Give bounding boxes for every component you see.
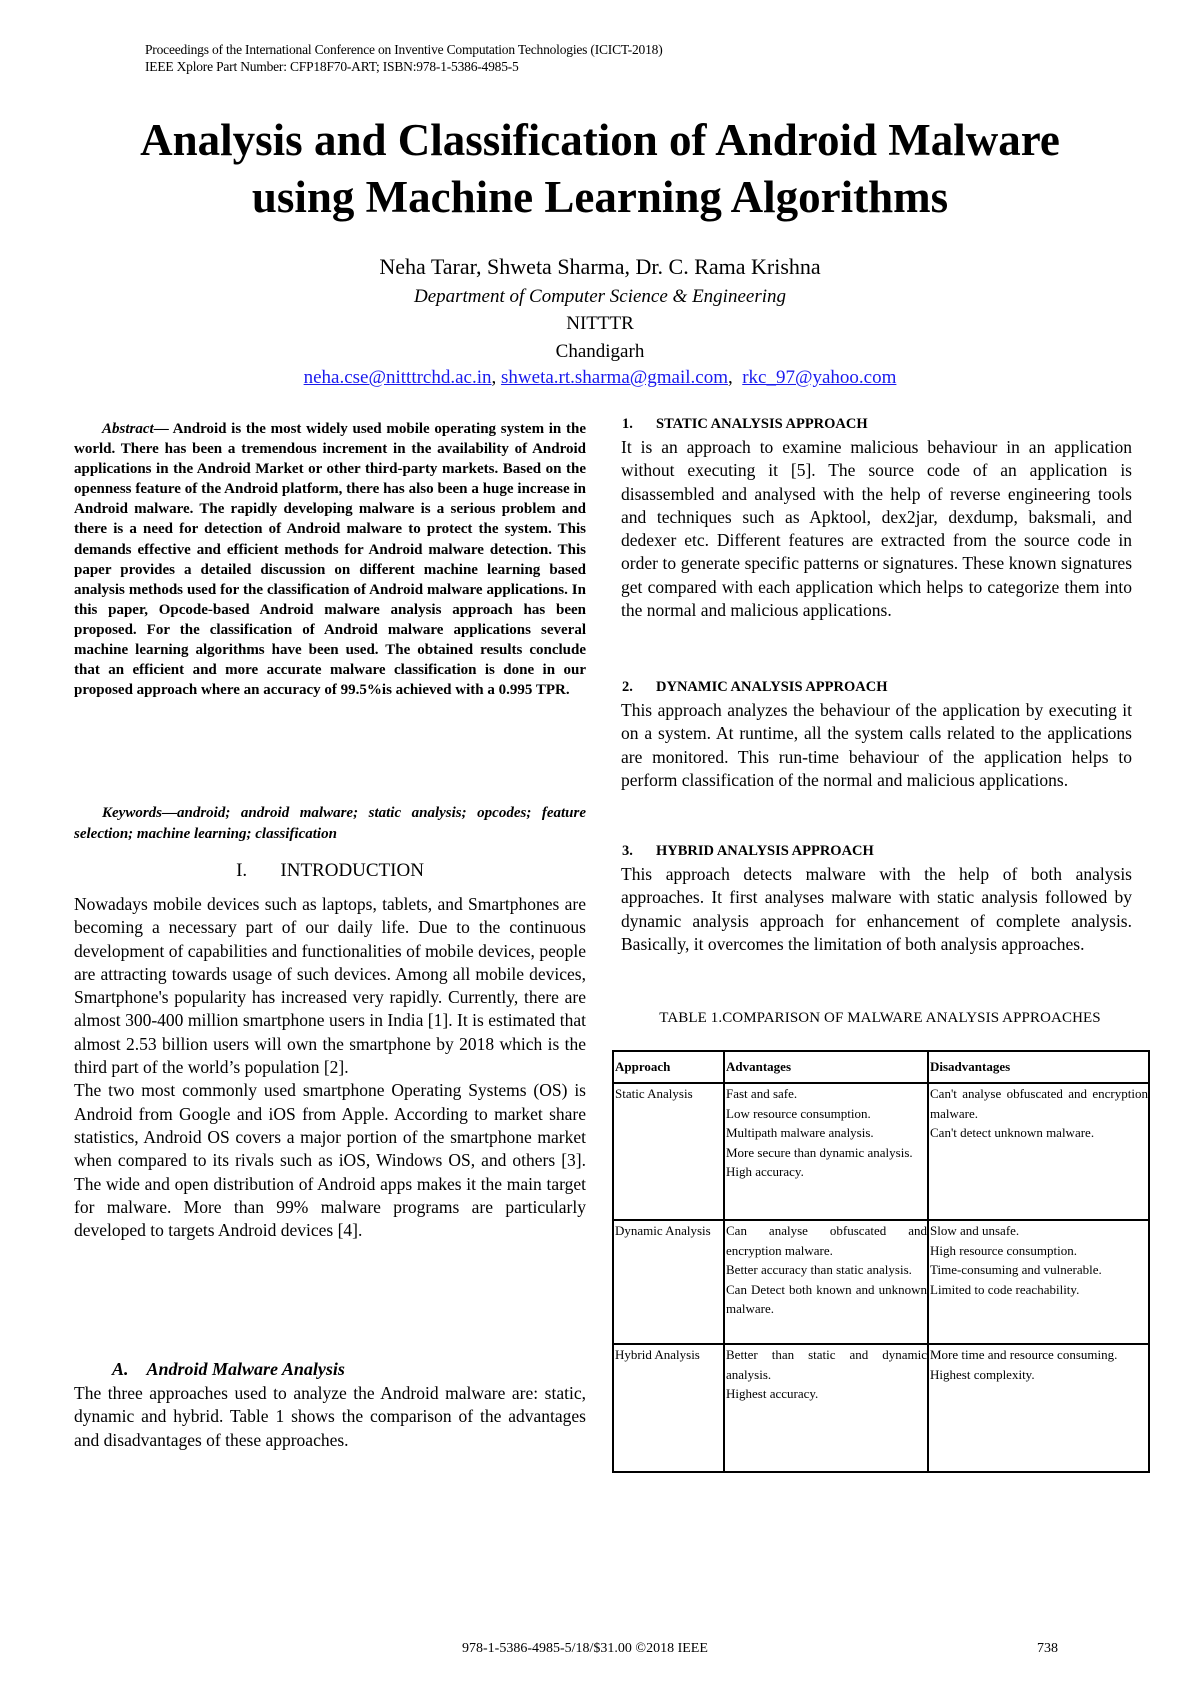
- cell-line: Can't detect unknown malware.: [930, 1125, 1095, 1140]
- cell-line: Highest accuracy.: [726, 1386, 819, 1401]
- subsection-a-text: The three approaches used to analyze the Android malware are: static, dynamic and hybrid. Table 1 shows the comparison of the advantages and disadvantages of these approaches.: [74, 1383, 586, 1450]
- email-link-1[interactable]: neha.cse@nitttrchd.ac.in: [303, 367, 492, 388]
- cell-line: Better accuracy than static analysis.: [726, 1262, 912, 1277]
- header-advantages: Advantages: [724, 1051, 928, 1083]
- author-list: Neha Tarar, Shweta Sharma, Dr. C. Rama Krishna: [379, 254, 821, 279]
- section-heading-introduction: [74, 859, 586, 883]
- comparison-table: [612, 1050, 1150, 1473]
- cell-line: Low resource consumption.: [726, 1105, 871, 1121]
- page-number: 738: [1037, 1641, 1058, 1656]
- approach-cell: Static Analysis: [613, 1083, 724, 1220]
- approach-number: 3.: [622, 843, 633, 859]
- abstract-lead: Abstract: [102, 421, 154, 437]
- cell-line: Fast and safe.: [726, 1086, 798, 1101]
- email-link-3[interactable]: rkc_97@yahoo.com: [742, 367, 897, 388]
- cell-line: Limited to code reachability.: [930, 1281, 1080, 1297]
- table-row: [613, 1220, 1149, 1344]
- email-link-2[interactable]: shweta.rt.sharma@gmail.com: [501, 367, 728, 388]
- isbn-line: IEEE Xplore Part Number: CFP18F70-ART; ISBN:978-1-5386-4985-5: [145, 59, 519, 74]
- email-list: neha.cse@nitttrchd.ac.in, shweta.rt.sharma@gmail.com, rkc_97@yahoo.com: [303, 367, 897, 388]
- table-row: [613, 1083, 1149, 1220]
- approach-number: 1.: [622, 416, 633, 432]
- table-caption: TABLE 1.COMPARISON OF MALWARE ANALYSIS APPROACHES: [659, 1010, 1101, 1026]
- abstract: [74, 419, 586, 700]
- approach-heading-static: [622, 414, 868, 434]
- cell-line: Can Detect both known and unknown malware.: [726, 1281, 927, 1316]
- advantages-cell: [724, 1083, 928, 1220]
- abstract-body: Android is the most widely used mobile operating system in the world. There has been a tremendous increment in the availability of Android applications in the Android Market or other third-party markets. Based on the openness feature of the Android platform, there has also been a huge increase in Android malware. The rapidly developing malware is a serious problem and there is a need for detection of Android malware to protect the system. This demands effective and efficient methods for Android malware detection. This paper provides a detailed discussion on different machine learning based analysis methods used for the classification of Android malware applications. In this paper, Opcode-based Android malware analysis approach has been proposed. For the classification of Android malware applications several machine learning algorithms have been used. The obtained results conclude that an efficient and more accurate malware classification is done in our proposed approach where an accuracy of 99.5%is achieved with a 0.995 TPR.: [74, 421, 586, 699]
- introduction-text: [74, 893, 586, 1242]
- table-row: [613, 1344, 1149, 1472]
- title-line-2: using Machine Learning Algorithms: [251, 172, 949, 222]
- cell-line: Better than static and dynamic analysis.: [726, 1347, 927, 1382]
- city: Chandigarh: [555, 341, 645, 362]
- cell-line: Can analyse obfuscated and encryption malware.: [726, 1223, 927, 1258]
- approach-text-static: It is an approach to examine malicious behaviour in an application without executing it [5]. The source code of an application is disassembled and analysed with the help of reverse engineering tools and techniques such as Apktool, dex2jar, dexdump, baksmali, and dedexer etc. Different features are extracted from the source code in order to generate specific patterns or signatures. These known signatures get compared with each application which helps to categorize them into the normal and malicious applications.: [621, 437, 1132, 621]
- approach-heading-dynamic: [622, 677, 888, 697]
- cell-line: More time and resource consuming.: [930, 1347, 1118, 1362]
- cell-line: Multipath malware analysis.: [726, 1125, 874, 1140]
- disadvantages-cell: [928, 1220, 1149, 1344]
- copyright-footer: 978-1-5386-4985-5/18/$31.00 ©2018 IEEE: [462, 1641, 708, 1656]
- approach-heading-hybrid: [622, 841, 874, 861]
- cell-line: High resource consumption.: [930, 1242, 1077, 1258]
- approach-title: STATIC ANALYSIS APPROACH: [656, 416, 868, 432]
- approach-text-hybrid: This approach detects malware with the help of both analysis approaches. It first analyses malware with static analysis followed by dynamic analysis approach for enhancement of complete analysis. Basically, it overcomes the limitation of both analysis approaches.: [621, 864, 1132, 954]
- abstract-dash: —: [153, 421, 173, 437]
- intro-paragraph-1: Nowadays mobile devices such as laptops, tablets, and Smartphones are becoming a necessary part of our daily life. Due to the continuous development of capabilities and functionalities of mobile devices, people are attracting towards usage of such devices. Among all mobile devices, Smartphone's popularity has increased very rapidly. Currently, there are almost 300-400 million smartphone users in India [1]. It is estimated that almost 2.53 billion users will own the smartphone by 2018 which is the third part of the world’s population [2].: [74, 894, 586, 1078]
- advantages-cell: [724, 1344, 928, 1472]
- proceedings-line: Proceedings of the International Conference on Inventive Computation Technologies (ICICT-2018): [145, 42, 663, 57]
- section-number: I.: [236, 860, 248, 881]
- disadvantages-cell: [928, 1083, 1149, 1220]
- cell-line: High accuracy.: [726, 1164, 804, 1179]
- institute: NITTTR: [566, 313, 634, 334]
- advantages-cell: [724, 1220, 928, 1344]
- approach-title: HYBRID ANALYSIS APPROACH: [656, 843, 874, 859]
- header-disadvantages: Disadvantages: [928, 1051, 1149, 1083]
- subsection-label: A.: [112, 1359, 129, 1379]
- section-title: INTRODUCTION: [280, 860, 424, 881]
- subsection-heading-a: [112, 1357, 345, 1381]
- approach-cell: Dynamic Analysis: [613, 1220, 724, 1344]
- subsection-title: Android Malware Analysis: [146, 1359, 345, 1379]
- disadvantages-cell: [928, 1344, 1149, 1472]
- department: Department of Computer Science & Engineering: [413, 286, 786, 307]
- approach-text-dynamic: This approach analyzes the behaviour of the application by executing it on a system. At runtime, all the system calls related to the applications are monitored. This run-time behaviour of the application helps to perform classification of the normal and malicious applications.: [621, 700, 1132, 790]
- approach-title: DYNAMIC ANALYSIS APPROACH: [656, 679, 888, 695]
- cell-line: Can't analyse obfuscated and encryption malware.: [930, 1086, 1148, 1121]
- cell-line: Highest complexity.: [930, 1366, 1035, 1382]
- keywords: Keywords—android; android malware; static analysis; opcodes; feature selection; machine learning; classification: [74, 805, 586, 842]
- table-header-row: [613, 1051, 1149, 1083]
- title-line-1: Analysis and Classification of Android Malware: [140, 115, 1060, 165]
- approach-number: 2.: [622, 679, 633, 695]
- cell-line: Slow and unsafe.: [930, 1223, 1020, 1238]
- paper-title: [40, 112, 1160, 226]
- intro-paragraph-2: The two most commonly used smartphone Operating Systems (OS) is Android from Google and iOS from Apple. According to market share statistics, Android OS covers a major portion of the smartphone market when compared to its rivals such as iOS, Windows OS, and others [3]. The wide and open distribution of Android apps makes it the main target for malware. More than 99% malware programs are particularly developed to targets Android devices [4].: [74, 1080, 586, 1241]
- cell-line: More secure than dynamic analysis.: [726, 1144, 913, 1160]
- header-approach: Approach: [613, 1051, 724, 1083]
- cell-line: Time-consuming and vulnerable.: [930, 1262, 1102, 1277]
- approach-cell: Hybrid Analysis: [613, 1344, 724, 1472]
